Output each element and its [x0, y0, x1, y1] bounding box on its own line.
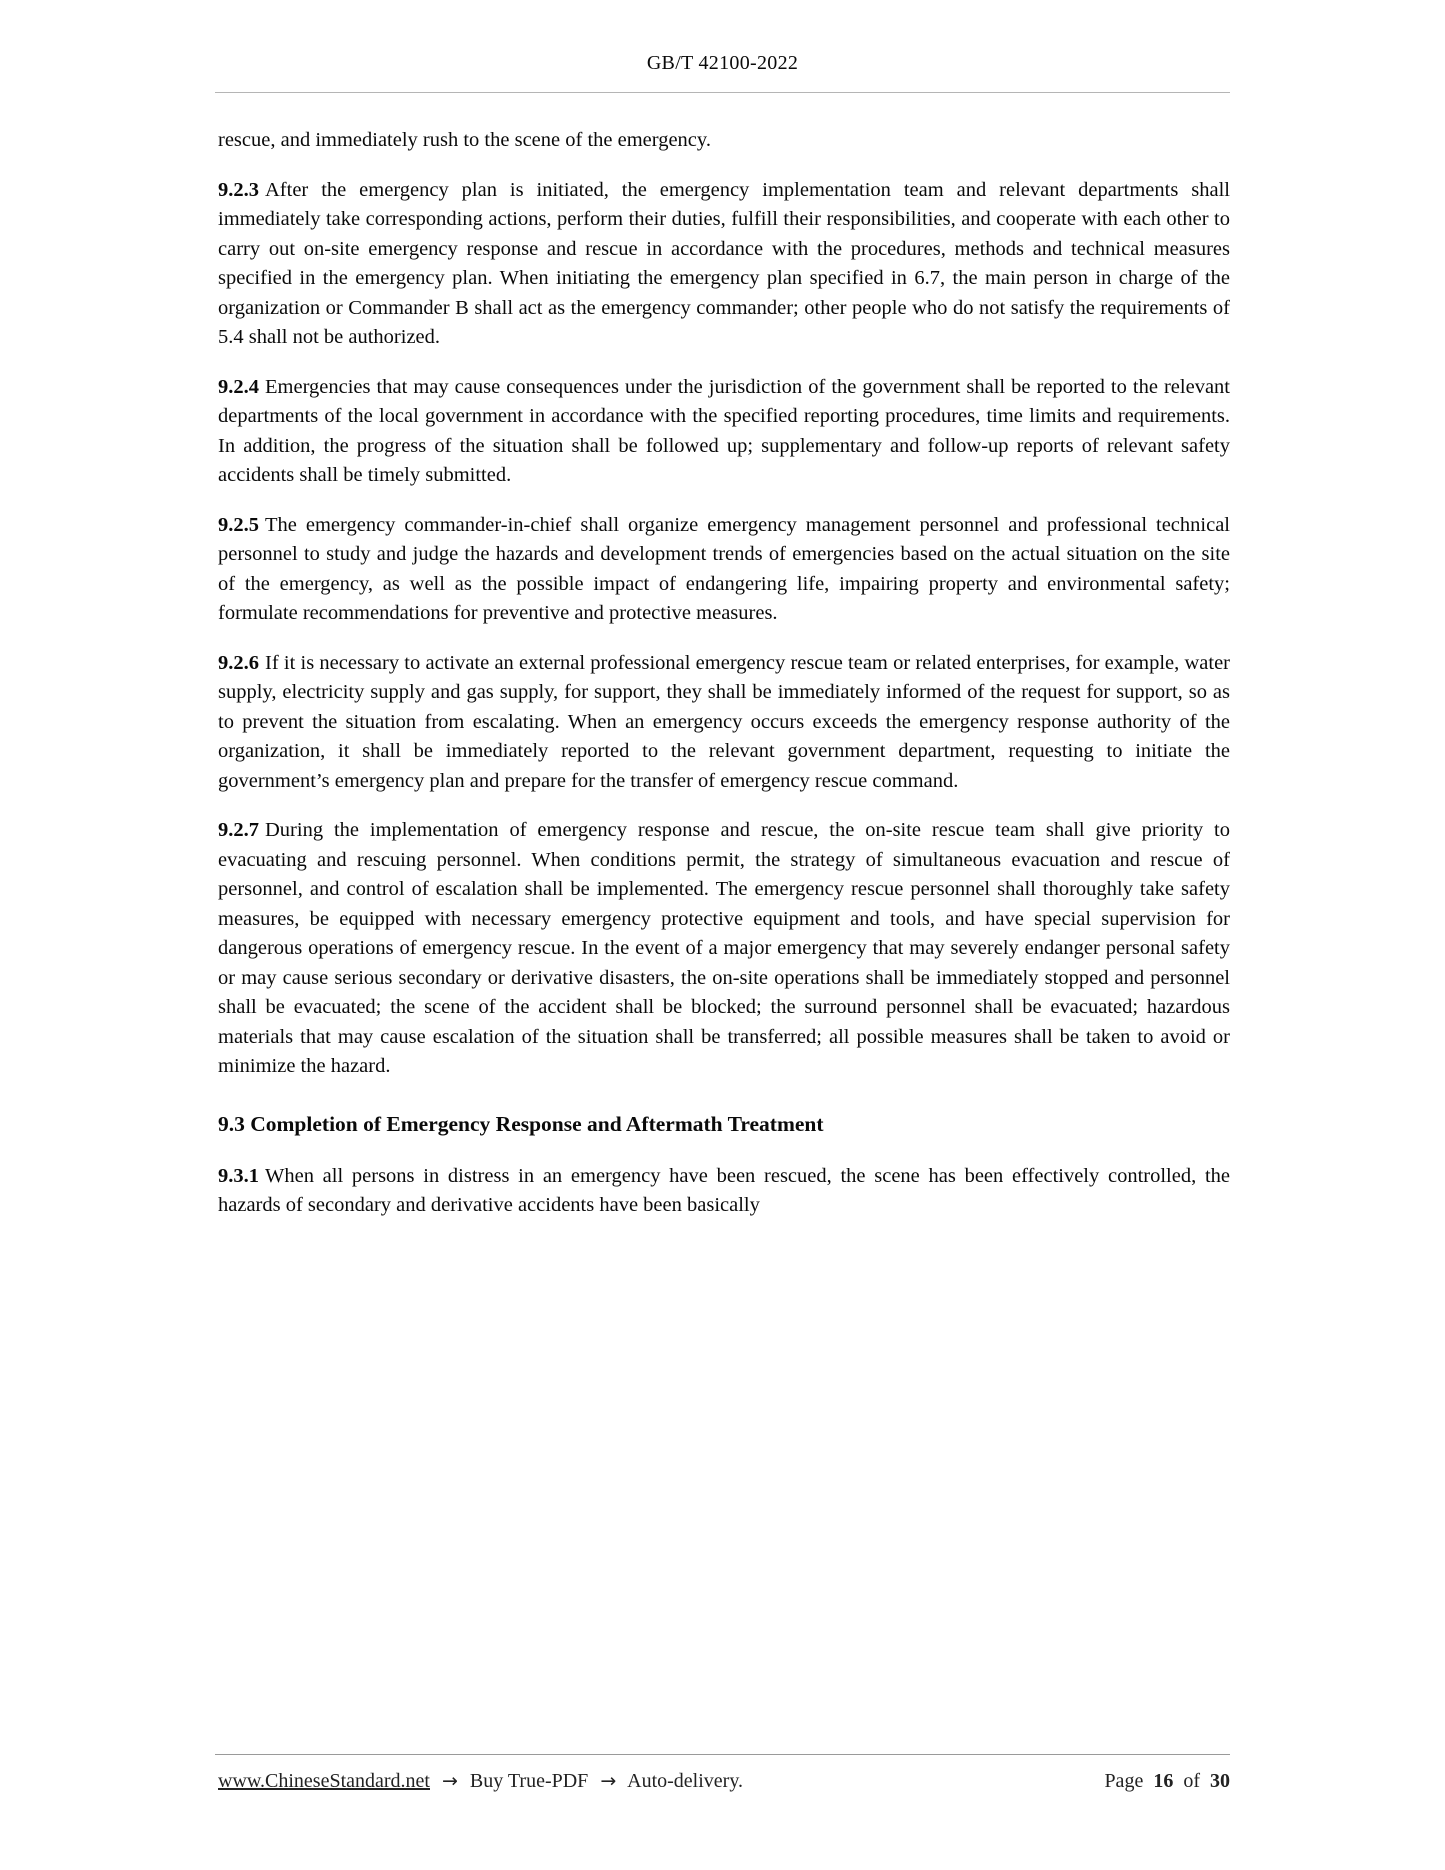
paragraph-text: After the emergency plan is initiated, the emergency implementation team and relevant departments shall immediately take corresponding actions, perform their duties, fulfill their responsibilities, and cooperate with each other to carry out on-site emergency response and rescue in accordance with the procedures, methods and technical measures specified in the emergency plan. When initiating the emergency plan specified in 6.7, the main person in charge of the organization or Commander B shall act as the emergency commander; other people who do not satisfy the requirements of 5.4 shall not be authorized. — [218, 178, 1230, 348]
footer-site-link[interactable]: www.ChineseStandard.net — [218, 1770, 430, 1792]
paragraph-number: 9.2.3 — [218, 178, 259, 201]
paragraph-text: During the implementation of emergency response and rescue, the on-site rescue team shall give priority to evacuating and rescuing personnel. When conditions permit, the strategy of simultaneous evacuation and rescue of personnel, and control of escalation shall be implemented. The emergency rescue personnel shall thoroughly take safety measures, be equipped with necessary emergency protective equipment and tools, and have special supervision for dangerous operations of emergency rescue. In the event of a major emergency that may severely endanger personal safety or may cause serious secondary or derivative disasters, the on-site operations shall be immediately stopped and personnel shall be evacuated; the scene of the accident shall be blocked; the surround personnel shall be evacuated; hazardous materials that may cause escalation of the situation shall be transferred; all possible measures shall be taken to avoid or minimize the hazard. — [218, 819, 1230, 1077]
section-heading: 9.3 Completion of Emergency Response and Aftermath Treatment — [218, 1111, 824, 1136]
footer-left — [218, 1770, 750, 1793]
arrow-right-icon: → — [600, 1770, 617, 1792]
body-paragraph — [218, 816, 1230, 1082]
paragraph-text: The emergency commander-in-chief shall organize emergency management personnel and professional technical personnel to study and judge the hazards and development trends of emergencies based on the actual situation on the site of the emergency, as well as the possible impact of endangering life, impairing property and environmental safety; formulate recommendations for preventive and protective measures. — [218, 513, 1230, 624]
footer-buy-text: Buy True-PDF — [469, 1770, 589, 1792]
body-paragraph — [218, 649, 1230, 797]
footer — [218, 1770, 1230, 1793]
footer-delivery-text: Auto-delivery. — [627, 1770, 744, 1792]
body-paragraph — [218, 1162, 1230, 1221]
intro-paragraph-text: rescue, and immediately rush to the scene of the emergency. — [218, 129, 711, 151]
header-doc-number: GB/T 42100-2022 — [646, 52, 799, 74]
header-divider — [215, 92, 1230, 93]
paragraph-number: 9.2.4 — [218, 375, 259, 398]
footer-divider — [215, 1754, 1230, 1755]
paragraph-number: 9.2.7 — [218, 819, 259, 841]
paragraph-number: 9.3.1 — [218, 1164, 259, 1187]
body-paragraph — [218, 176, 1230, 353]
document-content — [218, 126, 1230, 1241]
paragraph-number: 9.2.5 — [218, 513, 259, 536]
paragraph-text: If it is necessary to activate an external professional emergency rescue team or related enterprises, for example, water supply, electricity supply and gas supply, for support, they shall be immediately informed of the request for support, so as to prevent the situation from escalating. When an emergency occurs exceeds the emergency response authority of the organization, it shall be immediately reported to the relevant government department, requesting to initiate the government’s emergency plan and prepare for the transfer of emergency rescue command. — [218, 651, 1230, 792]
page-word: Page — [1104, 1770, 1144, 1792]
page-number: 16 — [1153, 1770, 1174, 1792]
body-paragraph — [218, 511, 1230, 629]
intro-paragraph — [218, 126, 1230, 156]
arrow-right-icon: → — [442, 1770, 458, 1792]
paragraph-text: When all persons in distress in an emergency have been rescued, the scene has been effectively controlled, the hazards of secondary and derivative accidents have been basically — [218, 1164, 1230, 1216]
paragraph-number: 9.2.6 — [218, 651, 259, 674]
body-paragraph — [218, 373, 1230, 491]
total-pages: 30 — [1210, 1770, 1230, 1792]
paragraph-text: Emergencies that may cause consequences under the jurisdiction of the government shall be reported to the relevant departments of the local government in accordance with the specified reporting procedures, time limits and requirements. In addition, the progress of the situation shall be followed up; supplementary and follow-up reports of relevant safety accidents shall be timely submitted. — [218, 375, 1230, 486]
of-word: of — [1183, 1770, 1200, 1792]
page-indicator — [1099, 1770, 1230, 1793]
